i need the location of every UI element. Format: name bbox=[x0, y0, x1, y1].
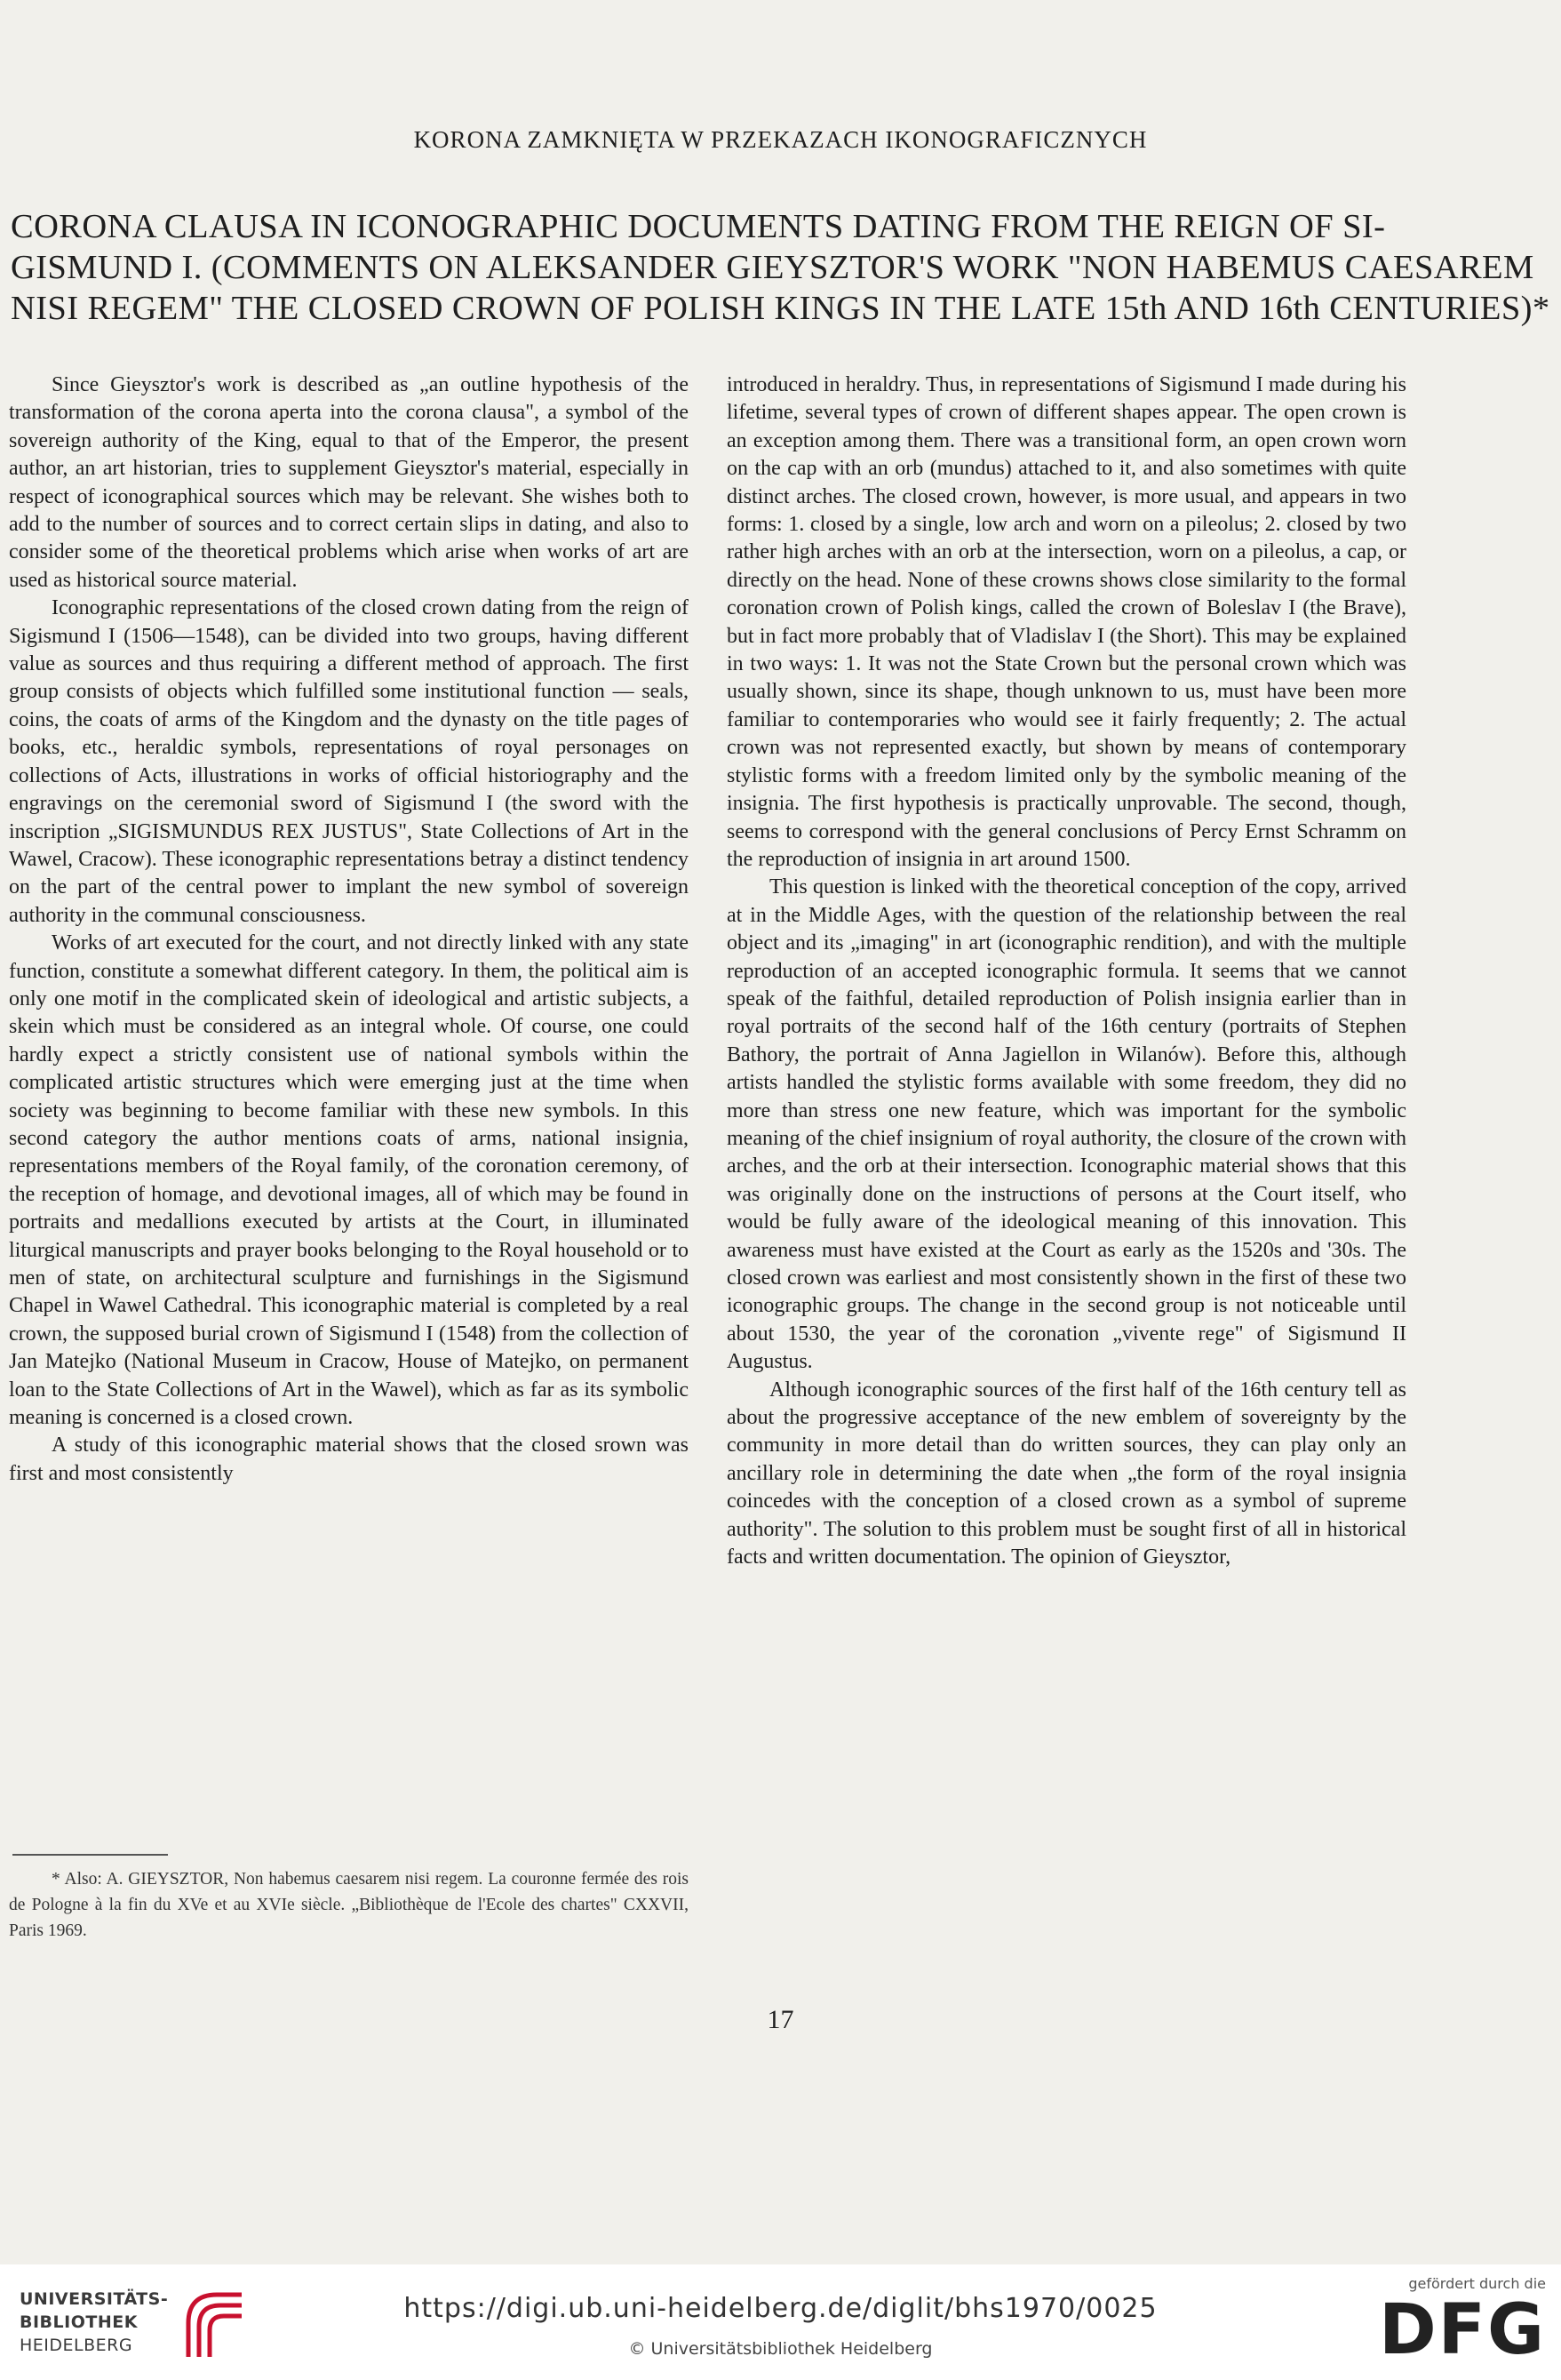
funded-by-label: gefördert durch die bbox=[1408, 2275, 1546, 2292]
footnote-rule bbox=[12, 1854, 168, 1856]
library-name-line: HEIDELBERG bbox=[20, 2336, 133, 2355]
paragraph: introduced in heraldry. Thus, in representations of Sigismund I made during his lifetime, several types of crown of different shapes appear. The open crown is an exception among them. There was a transitional form, an open crown worn on the cap with an orb (mundus) attached to it, and also sometimes with quite distinct arches. The closed crown, however, is more usual, and appears in two forms: 1. closed by a single, low arch and worn on a pileolus; 2. closed by two rather high arches with an orb at the intersection, worn on a pileolus, a cap, or directly on the head. None of these crowns shows close similarity to the formal coronation crown of Polish kings, called the crown of Boleslav I (the Brave), but in fact more probably that of Vladislav I (the Short). This may be explained in two ways: 1. It was not the State Crown but the personal crown which was usually shown, since its shape, though unknown to us, must have been more familiar to contemporaries who would see it fairly frequently; 2. The actual crown was not represented exactly, but shown by means of contemporary stylistic forms with a freedom limited only by the symbolic meaning of the insignia. The first hypothesis is practically unprovable. The second, though, seems to correspond with the general conclusions of Percy Ernst Schramm on the reproduction of insignia in art around 1500. bbox=[727, 373, 1406, 871]
left-column bbox=[9, 371, 689, 1488]
footnote bbox=[9, 1866, 689, 1944]
dfg-logo[interactable] bbox=[1378, 2275, 1546, 2373]
copyright-notice: © Universitätsbibliothek Heidelberg bbox=[628, 2339, 933, 2359]
document-url-link[interactable]: https://digi.ub.uni-heidelberg.de/diglit/bhs1970/0025 bbox=[403, 2293, 1158, 2324]
title-line: CORONA CLAUSA IN ICONOGRAPHIC DOCUMENTS DATING FROM THE REIGN OF SI- bbox=[11, 208, 1386, 245]
paragraph: Iconographic representations of the closed crown dating from the reign of Sigismund I (1506—1548), can be divided into two groups, having different value as sources and thus requiring a different method of approach. The first group consists of objects which fulfilled some institutional function — seals, coins, the coats of arms of the Kingdom and the dynasty on the title pages of books, etc., heraldic symbols, representations of royal personages on collections of Acts, illustrations in works of official historiography and the engravings on the ceremonial sword of Sigismund I (the sword with the inscription „SIGISMUNDUS REX JUSTUS", State Collections of Art in the Wawel, Cracow). These iconographic representations betray a distinct tendency on the part of the central power to implant the new symbol of sovereign authority in the communal consciousness. bbox=[9, 596, 689, 927]
paragraph: A study of this iconographic material shows that the closed srown was first and most consistently bbox=[9, 1434, 689, 1485]
paragraph: Although iconographic sources of the first half of the 16th century tell as about the progressive acceptance of the new emblem of sovereignty by the community in more detail than do written sources, they can play only an ancillary role in determining the date when „the form of the royal insignia coincedes with the conception of a closed crown as a symbol of supreme authority". The solution to this problem must be sought first of all in historical facts and written documentation. The opinion of Gieysztor, bbox=[727, 1378, 1406, 1569]
article-title bbox=[11, 206, 1550, 329]
title-line: GISMUND I. (COMMENTS ON ALEKSANDER GIEYSZTOR'S WORK "NON HABEMUS CAESAREM bbox=[11, 249, 1534, 286]
right-column bbox=[727, 371, 1406, 1571]
footnote-text: * Also: A. GIEYSZTOR, Non habemus caesarem nisi regem. La couronne fermée des rois de Pologne à la fin du XVe et au XVIe siècle. „Bibliothèque de l'Ecole des chartes" CXXVII, Paris 1969. bbox=[9, 1870, 689, 1940]
dfg-wordmark: DFG bbox=[1378, 2290, 1546, 2370]
title-line: NISI REGEM" THE CLOSED CROWN OF POLISH KINGS IN THE LATE 15th AND 16th CENTURIES)* bbox=[11, 290, 1550, 327]
library-name-line: UNIVERSITÄTS- bbox=[20, 2289, 169, 2309]
viewer-footer bbox=[0, 2264, 1561, 2380]
running-head: KORONA ZAMKNIĘTA W PRZEKAZACH IKONOGRAFICZNYCH bbox=[413, 126, 1148, 153]
paragraph: This question is linked with the theoretical conception of the copy, arrived at in the Middle Ages, with the question of the relationship between the real object and its „imaging" in art (iconographic rendition), and with the multiple reproduction of an accepted iconographic formula. It seems that we cannot speak of the faithful, detailed reproduction of Polish insignia earlier than in royal portraits of the second half of the 16th century (portraits of Stephen Bathory, the portrait of Anna Jagiellon in Wilanów). Before this, although artists handled the stylistic forms available with some freedom, they did no more than stress one new feature, which was important for the symbolic meaning of the chief insignium of royal authority, the closure of the crown with arches, and the orb at their intersection. Iconographic material shows that this was originally done on the instructions of persons at the Court itself, who would be fully aware of the ideological meaning of this innovation. This awareness must have existed at the Court as early as the 1520s and '30s. The closed crown was earliest and most consistently shown in the first of these two iconographic groups. The change in the second group is not noticeable until about 1530, the year of the coronation „vivente rege" of Sigismund II Augustus. bbox=[727, 875, 1406, 1374]
paragraph: Since Gieysztor's work is described as „an outline hypothesis of the transformation of the corona aperta into the corona clausa", a symbol of the sovereign authority of the King, equal to that of the Emperor, the present author, an art historian, tries to supplement Gieysztor's material, especially in respect of iconographical sources which may be relevant. She wishes both to add to the number of sources and to correct certain slips in dating, and also to consider some of the theoretical problems which arise when works of art are used as historical source material. bbox=[9, 373, 689, 592]
paragraph: Works of art executed for the court, and not directly linked with any state function, constitute a somewhat different category. In them, the political aim is only one motif in the complicated skein of ideological and artistic subjects, a skein which must be considered as an integral whole. Of course, one could hardly expect a strictly consistent use of national symbols within the complicated artistic structures which were emerging just at the time when society was beginning to become familiar with these new symbols. In this second category the author mentions coats of arms, national insignia, representations members of the Royal family, of the coronation ceremony, of the reception of homage, and devotional images, all of which may be found in portraits and medallions executed by artists at the Court, in illuminated liturgical manuscripts and prayer books belonging to the Royal household or to men of state, on architectural sculpture and furnishings in the Sigismund Chapel in Wawel Cathedral. This iconographic material is completed by a real crown, the supposed burial crown of Sigismund I (1548) from the collection of Jan Matejko (National Museum in Cracow, House of Matejko, on permanent loan to the State Collections of Art in the Wawel), which as far as its symbolic meaning is concerned is a closed crown. bbox=[9, 931, 689, 1430]
page-number: 17 bbox=[767, 2005, 794, 2034]
library-name-line: BIBLIOTHEK bbox=[20, 2312, 138, 2332]
